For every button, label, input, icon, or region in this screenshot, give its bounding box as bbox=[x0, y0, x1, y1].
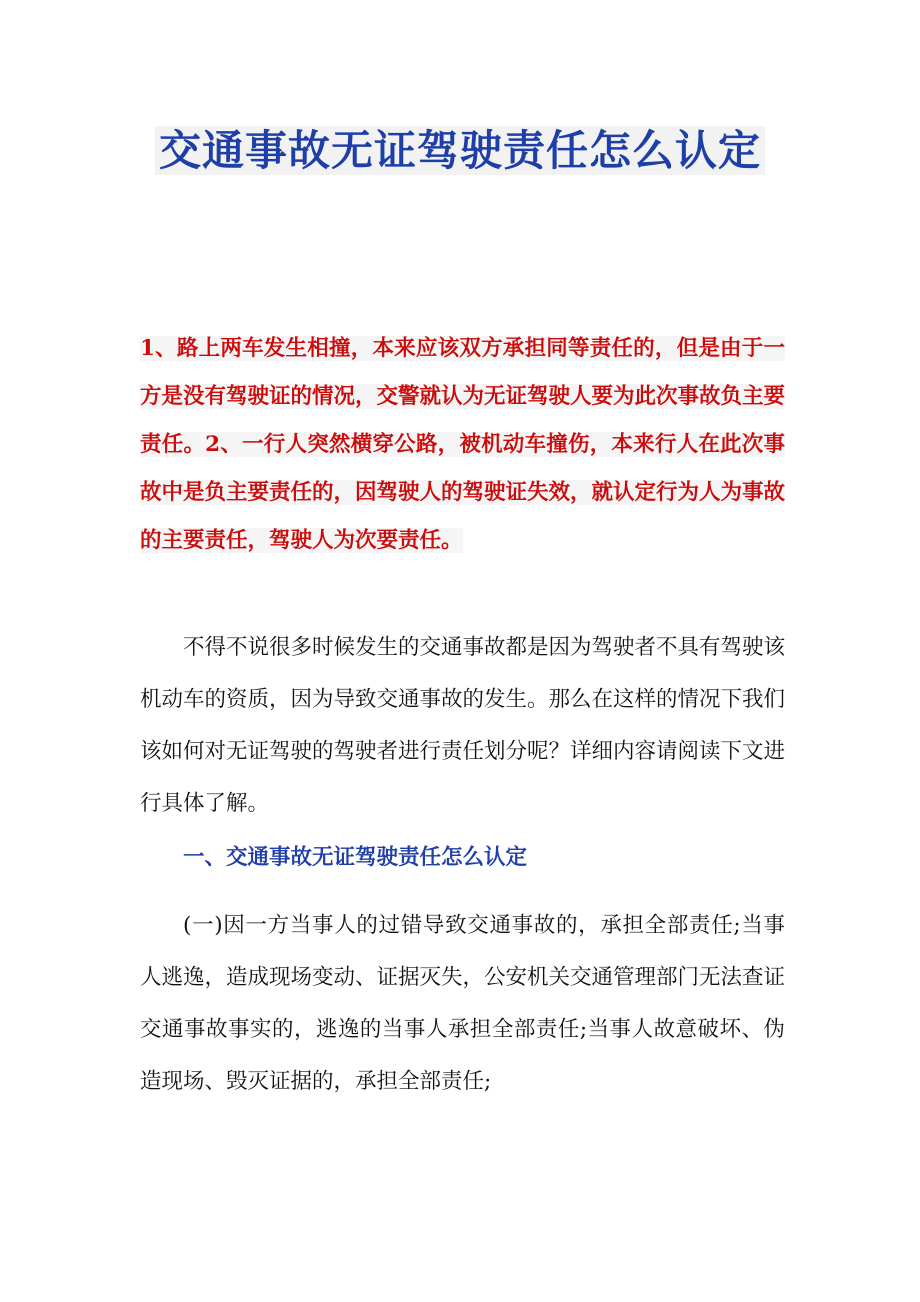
intro-paragraph: 不得不说很多时候发生的交通事故都是因为驾驶者不具有驾驶该机动车的资质，因为导致交通事故的发生。那么在这样的情况下我们该如何对无证驾驶的驾驶者进行责任划分呢？详细内容请阅读下文进行具体了解。 bbox=[140, 635, 786, 816]
document-title-text: 交通事故无证驾驶责任怎么认定 bbox=[155, 126, 765, 175]
summary-text: 1、路上两车发生相撞，本来应该双方承担同等责任的，但是由于一方是没有驾驶证的情况，交警就认为无证驾驶人要为此次事故负主要责任。2、一行人突然横穿公路，被机动车撞伤，本来行人在此次事故中是负主要责任的，因驾驶人的驾驶证失效，就认定行为人为事故的主要责任，驾驶人为次要责任。 bbox=[140, 336, 786, 553]
document-title bbox=[120, 115, 800, 187]
section-item-paragraph: (一)因一方当事人的过错导致交通事故的，承担全部责任;当事人逃逸，造成现场变动、证据灭失，公安机关交通管理部门无法查证交通事故事实的，逃逸的当事人承担全部责任;当事人故意破坏、伪造现场、毁灭证据的，承担全部责任; bbox=[140, 913, 786, 1094]
summary-paragraph bbox=[140, 325, 785, 565]
section-heading: 一、交通事故无证驾驶责任怎么认定 bbox=[183, 845, 528, 870]
